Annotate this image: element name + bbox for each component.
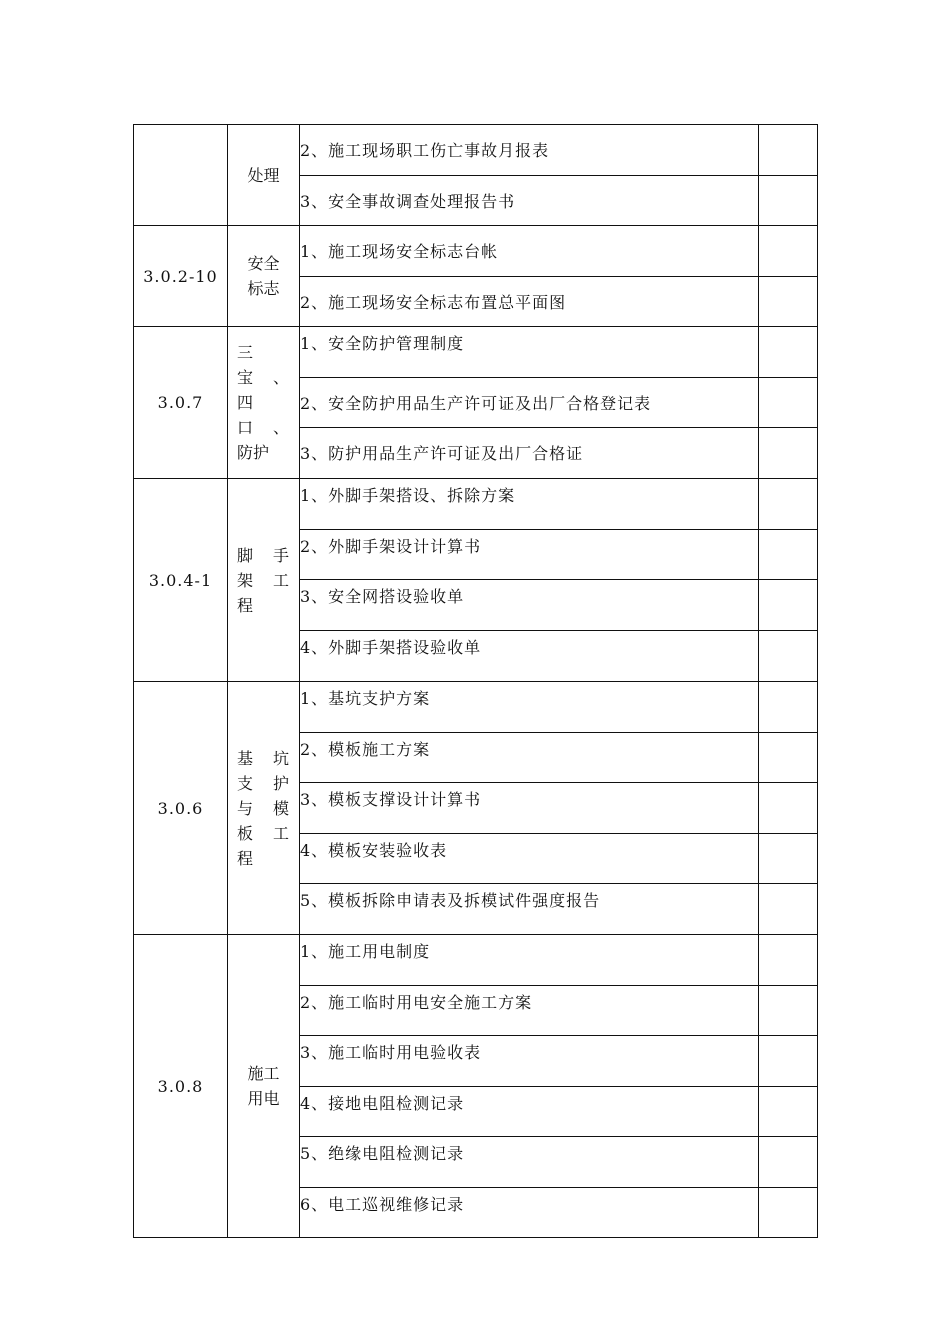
checklist-item: 3、安全事故调查处理报告书 [300, 176, 759, 226]
section-category: 基 坑 支 护 与 模 板 工 程 [228, 682, 300, 935]
check-cell[interactable] [759, 1188, 818, 1238]
check-cell[interactable] [759, 682, 818, 733]
section-code: 3.0.6 [134, 682, 228, 935]
check-cell[interactable] [759, 530, 818, 580]
check-cell[interactable] [759, 733, 818, 783]
check-cell[interactable] [759, 327, 818, 378]
checklist-item: 2、模板施工方案 [300, 733, 759, 783]
checklist-item: 3、施工临时用电验收表 [300, 1036, 759, 1087]
check-cell[interactable] [759, 884, 818, 935]
section-code: 3.0.7 [134, 327, 228, 479]
check-cell[interactable] [759, 935, 818, 986]
check-cell[interactable] [759, 783, 818, 834]
check-cell[interactable] [759, 1036, 818, 1087]
check-cell[interactable] [759, 479, 818, 530]
section-category: 处理 [228, 125, 300, 226]
table-row [134, 327, 818, 378]
check-cell[interactable] [759, 986, 818, 1036]
check-cell[interactable] [759, 631, 818, 682]
checklist-item: 4、外脚手架搭设验收单 [300, 631, 759, 682]
table-row [134, 935, 818, 986]
section-category: 脚 手 架 工 程 [228, 479, 300, 682]
checklist-item: 1、外脚手架搭设、拆除方案 [300, 479, 759, 530]
check-cell[interactable] [759, 226, 818, 277]
check-cell[interactable] [759, 428, 818, 479]
checklist-item: 2、施工现场安全标志布置总平面图 [300, 277, 759, 327]
check-cell[interactable] [759, 176, 818, 226]
checklist-item: 3、安全网搭设验收单 [300, 580, 759, 631]
checklist-item: 2、施工临时用电安全施工方案 [300, 986, 759, 1036]
document-table [133, 124, 818, 1238]
section-code: 3.0.8 [134, 935, 228, 1238]
check-cell[interactable] [759, 378, 818, 428]
checklist-item: 1、施工现场安全标志台帐 [300, 226, 759, 277]
check-cell[interactable] [759, 125, 818, 176]
section-category: 安全 标志 [228, 226, 300, 327]
check-cell[interactable] [759, 1087, 818, 1137]
checklist-item: 1、施工用电制度 [300, 935, 759, 986]
checklist-item: 3、模板支撑设计计算书 [300, 783, 759, 834]
section-code: 3.0.2-10 [134, 226, 228, 327]
checklist-item: 2、外脚手架设计计算书 [300, 530, 759, 580]
check-cell[interactable] [759, 1137, 818, 1188]
section-category: 三 宝 、 四 口 、 防护 [228, 327, 300, 479]
check-cell[interactable] [759, 834, 818, 884]
table-row [134, 226, 818, 277]
checklist-item: 2、安全防护用品生产许可证及出厂合格登记表 [300, 378, 759, 428]
checklist-item: 1、安全防护管理制度 [300, 327, 759, 378]
checklist-item: 1、基坑支护方案 [300, 682, 759, 733]
table-row [134, 682, 818, 733]
section-code [134, 125, 228, 226]
checklist-item: 5、绝缘电阻检测记录 [300, 1137, 759, 1188]
checklist-item: 2、施工现场职工伤亡事故月报表 [300, 125, 759, 176]
section-code: 3.0.4-1 [134, 479, 228, 682]
check-cell[interactable] [759, 580, 818, 631]
checklist-item: 4、模板安装验收表 [300, 834, 759, 884]
check-cell[interactable] [759, 277, 818, 327]
checklist-item: 6、电工巡视维修记录 [300, 1188, 759, 1238]
checklist-item: 3、防护用品生产许可证及出厂合格证 [300, 428, 759, 479]
table-row [134, 479, 818, 530]
checklist-item: 4、接地电阻检测记录 [300, 1087, 759, 1137]
table-row [134, 125, 818, 176]
section-category: 施工 用电 [228, 935, 300, 1238]
checklist-item: 5、模板拆除申请表及拆模试件强度报告 [300, 884, 759, 935]
